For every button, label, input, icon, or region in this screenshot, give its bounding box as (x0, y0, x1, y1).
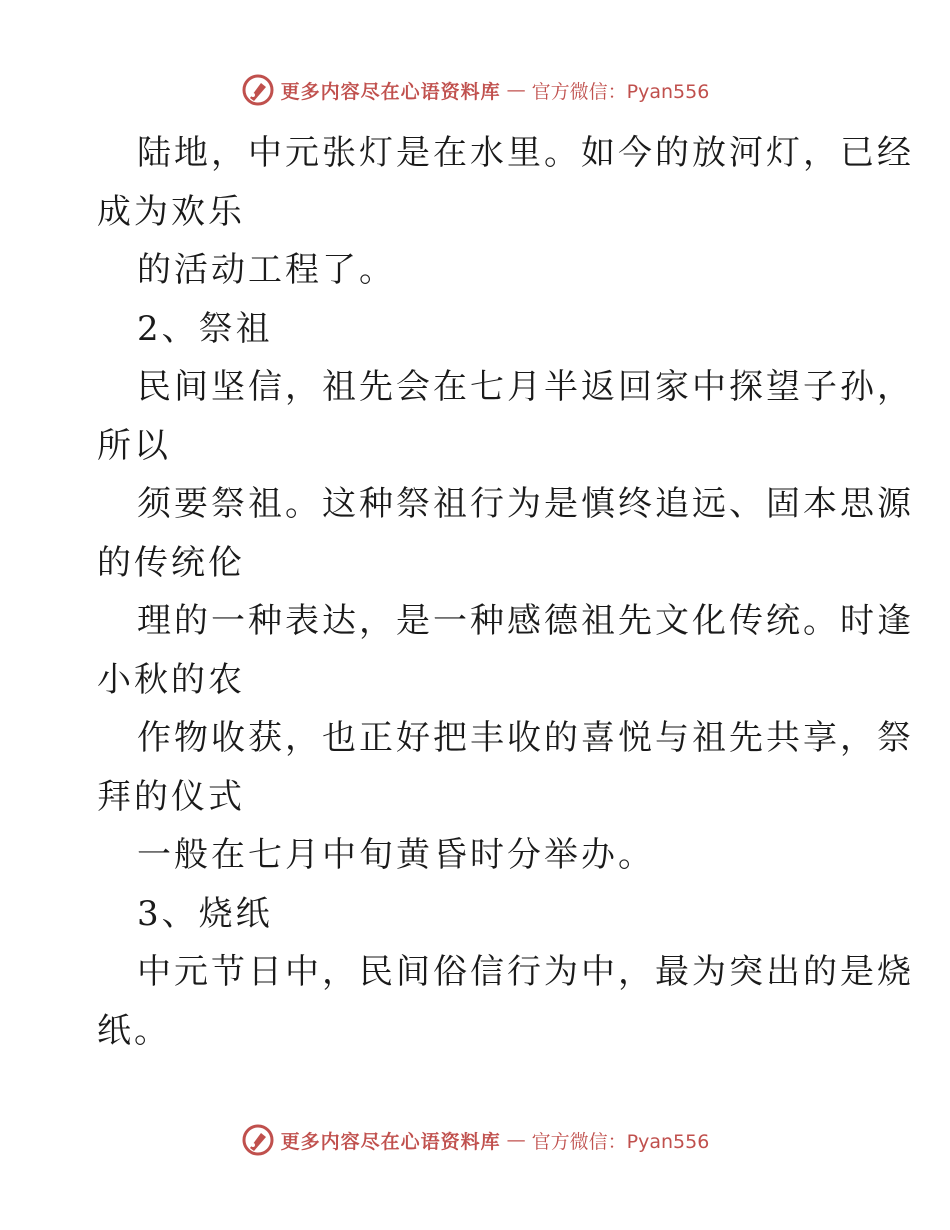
text-line: 拜的仪式 (97, 776, 245, 817)
text-line: 中元节日中，民间俗信行为中，最为突出的是烧 (137, 952, 914, 992)
section-heading: 3、烧纸 (137, 893, 273, 934)
document-body (97, 124, 914, 1060)
text-line: 小秋的农 (97, 659, 245, 700)
section-heading: 2、祭祖 (137, 308, 273, 349)
watermark-text: 更多内容尽在心语资料库 (280, 1130, 501, 1153)
watermark-separator: — (506, 1129, 526, 1151)
text-line: 陆地，中元张灯是在水里。如今的放河灯，已经 (137, 133, 914, 173)
header-watermark (0, 70, 950, 110)
text-line: 所以 (97, 425, 171, 466)
footer-watermark (0, 1120, 950, 1160)
watermark-contact: 官方微信：Pyan556 (531, 1130, 710, 1153)
text-line: 民间坚信，祖先会在七月半返回家中探望子孙， (137, 367, 914, 407)
pen-logo-icon (241, 73, 275, 107)
watermark-text: 更多内容尽在心语资料库 (280, 80, 501, 103)
text-line: 的传统伦 (97, 542, 245, 583)
text-line: 的活动工程了。 (137, 250, 396, 290)
text-line: 理的一种表达，是一种感德祖先文化传统。时逢 (137, 601, 914, 641)
text-line: 须要祭祖。这种祭祖行为是慎终追远、固本思源 (137, 484, 914, 524)
text-line: 成为欢乐 (97, 191, 245, 232)
pen-logo-icon (241, 1123, 275, 1157)
text-line: 作物收获，也正好把丰收的喜悦与祖先共享，祭 (137, 718, 914, 758)
watermark-contact: 官方微信：Pyan556 (531, 80, 710, 103)
watermark-separator: — (506, 79, 526, 101)
text-line: 纸。 (97, 1010, 171, 1051)
text-line: 一般在七月中旬黄昏时分举办。 (137, 835, 655, 875)
